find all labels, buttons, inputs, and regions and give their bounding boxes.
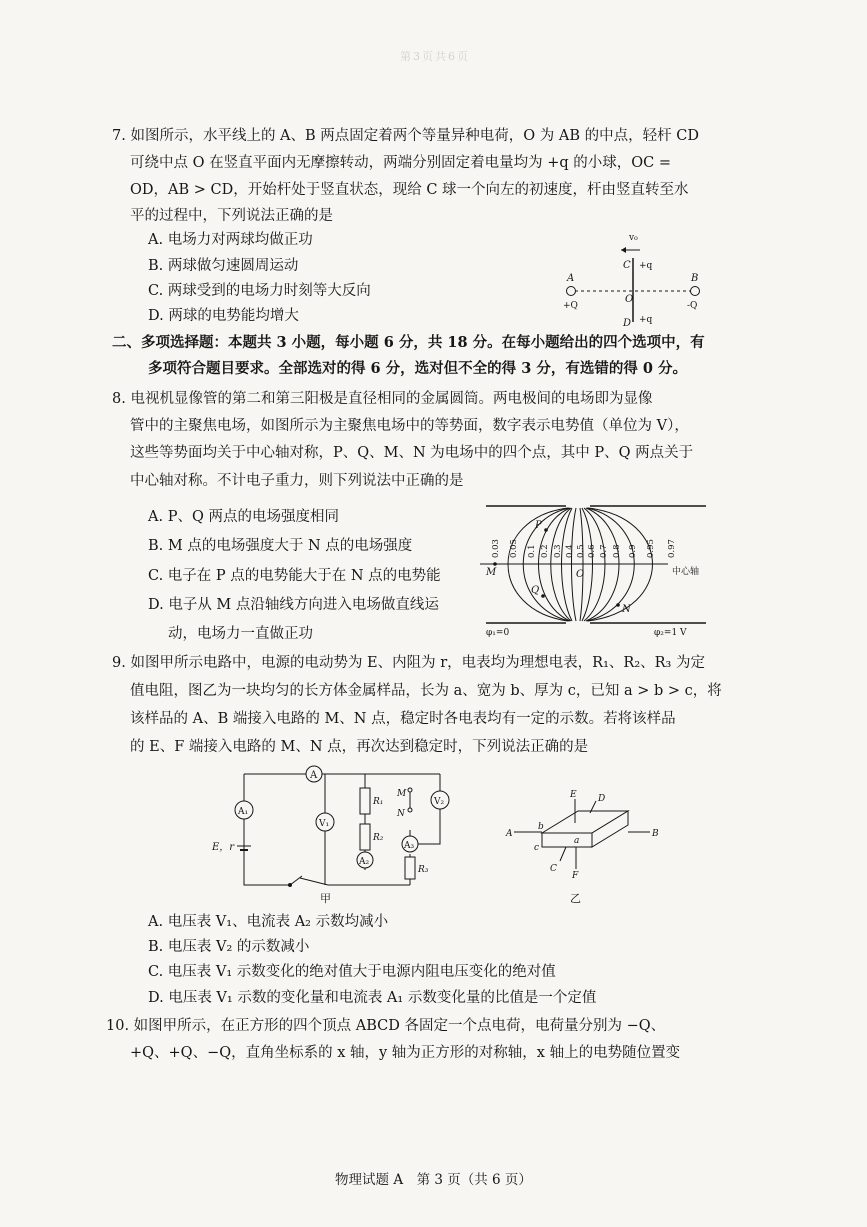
b-terminal-label: B bbox=[652, 829, 659, 839]
m-label: M bbox=[486, 567, 497, 578]
terminal-m-label: M bbox=[397, 789, 407, 799]
phi2-label: φ₂=1 V bbox=[654, 628, 687, 638]
ammeter-a1-label: A₁ bbox=[238, 807, 249, 817]
q7-option-b: B. 两球做匀速圆周运动 bbox=[148, 258, 299, 274]
q8-equipotential-figure bbox=[478, 500, 718, 640]
q9-line: 该样品的 A、B 端接入电路的 M、N 点，稳定时各电表均有一定的示数。若将该样品 bbox=[130, 711, 676, 727]
faded-header: 第3页共6页 bbox=[400, 50, 470, 63]
resistor-r1 bbox=[360, 788, 370, 814]
potential-value: 0.2 bbox=[540, 544, 550, 558]
velocity-arrowhead bbox=[621, 247, 626, 253]
n-label: N bbox=[622, 604, 631, 615]
q9-sample-figure bbox=[500, 785, 660, 910]
potential-value: 0.05 bbox=[509, 539, 519, 558]
potential-value: 0.6 bbox=[587, 544, 597, 558]
c-dim-label: c bbox=[534, 843, 540, 853]
v0-label: v₀ bbox=[629, 233, 638, 243]
ammeter-a2-label: A₂ bbox=[359, 857, 370, 867]
potential-value: 0.9 bbox=[628, 544, 638, 558]
a-dim-label: a bbox=[574, 836, 580, 846]
q-label: Q bbox=[531, 585, 540, 596]
q8-option-d-cont: 动，电场力一直做正功 bbox=[168, 626, 313, 642]
c-charge: +q bbox=[639, 261, 653, 271]
c-label: C bbox=[623, 260, 631, 271]
potential-value: 0.5 bbox=[576, 544, 586, 558]
q8-line: 管中的主聚焦电场，如图所示为主聚焦电场中的等势面，数字表示电势值（单位为 V）， bbox=[130, 418, 689, 434]
potential-value: 0.8 bbox=[612, 544, 622, 558]
q7-line: OD，AB > CD，开始杆处于竖直状态，现给 C 球一个向左的初速度，杆由竖直转至水 bbox=[130, 182, 689, 198]
f-label: F bbox=[572, 871, 579, 881]
figure-caption-jia: 甲 bbox=[320, 892, 331, 905]
charge-b bbox=[691, 287, 700, 296]
q10-line: 10. 如图甲所示，在正方形的四个顶点 ABCD 各固定一个点电荷，电荷量分别为 −Q、 bbox=[106, 1018, 666, 1034]
voltmeter-v2-label: V₂ bbox=[434, 797, 445, 807]
q9-line: 值电阻，图乙为一块均匀的长方体金属样品，长为 a、宽为 b、厚为 c，已知 a > b > c，将 bbox=[130, 683, 722, 699]
terminal-n bbox=[408, 808, 412, 812]
q7-figure bbox=[555, 228, 715, 330]
q9-line: 的 E、F 端接入电路的 M、N 点，再次达到稳定时，下列说法正确的是 bbox=[130, 739, 589, 755]
section-2-line: 多项符合题目要求。全部选对的得 6 分，选对但不全的得 3 分，有选错的得 0 分。 bbox=[148, 360, 688, 377]
q9-option-c: C. 电压表 V₁ 示数变化的绝对值大于电源内阻电压变化的绝对值 bbox=[148, 964, 556, 980]
r1-label: R₁ bbox=[373, 797, 384, 807]
r2-label: R₂ bbox=[373, 833, 384, 843]
e-label: E bbox=[570, 790, 577, 800]
figure-caption-yi: 乙 bbox=[570, 892, 581, 905]
terminal-n-label: N bbox=[397, 809, 405, 819]
axis-label: 中心轴 bbox=[672, 567, 700, 577]
point-n bbox=[616, 603, 620, 607]
d-label: D bbox=[598, 794, 606, 804]
o-label: O bbox=[576, 569, 585, 580]
terminal-m bbox=[408, 788, 412, 792]
q8-line: 中心轴对称。不计电子重力，则下列说法中正确的是 bbox=[130, 473, 464, 489]
potential-value: 0.1 bbox=[527, 544, 537, 558]
potential-value: 0.03 bbox=[491, 539, 501, 558]
q9-option-d: D. 电压表 V₁ 示数的变化量和电流表 A₁ 示数变化量的比值是一个定值 bbox=[148, 990, 597, 1006]
r3-label: R₃ bbox=[418, 865, 429, 875]
switch-lever[interactable] bbox=[290, 876, 302, 885]
q8-option-b: B. M 点的电场强度大于 N 点的电场强度 bbox=[148, 538, 413, 554]
q8-option-c: C. 电子在 P 点的电势能大于在 N 点的电势能 bbox=[148, 568, 441, 584]
voltmeter-v1-label: V₁ bbox=[319, 819, 330, 829]
section-2-line: 二、多项选择题：本题共 3 小题，每小题 6 分，共 18 分。在每小题给出的四个选项中，有 bbox=[112, 334, 705, 351]
potential-value: 0.3 bbox=[553, 544, 563, 558]
q7-option-d: D. 两球的电势能均增大 bbox=[148, 308, 299, 324]
q8-line: 8. 电视机显像管的第二和第三阳极是直径相同的金属圆筒。两电极间的电场即为显像 bbox=[112, 391, 653, 407]
ammeter-a-label: A bbox=[310, 770, 318, 781]
q7-line: 可绕中点 O 在竖直平面内无摩擦转动，两端分别固定着电量均为 +q 的小球，OC = bbox=[130, 155, 671, 171]
ammeter-a3-label: A₃ bbox=[404, 841, 415, 851]
a-charge: +Q bbox=[563, 301, 578, 311]
b-dim-label: b bbox=[538, 822, 544, 832]
resistor-r2 bbox=[360, 824, 370, 850]
b-label: B bbox=[691, 273, 699, 284]
lead-c bbox=[560, 847, 566, 861]
potential-value: 0.7 bbox=[599, 544, 609, 558]
point-m bbox=[493, 562, 497, 566]
o-label: O bbox=[625, 294, 634, 305]
q7-option-a: A. 电场力对两球均做正功 bbox=[148, 232, 313, 248]
d-charge: +q bbox=[639, 315, 653, 325]
potential-value: 0.4 bbox=[565, 544, 575, 558]
page-footer: 物理试题 A 第 3 页（共 6 页） bbox=[335, 1172, 532, 1188]
potential-value: 0.95 bbox=[646, 539, 656, 558]
q9-line: 9. 如图甲所示电路中，电源的电动势为 E、内阻为 r，电表均为理想电表，R₁、R₂、R₃ 为定 bbox=[112, 655, 705, 671]
point-q bbox=[541, 594, 545, 598]
charge-a bbox=[567, 287, 576, 296]
point-p bbox=[544, 528, 548, 532]
metal-block bbox=[542, 811, 628, 847]
q8-option-d: D. 电子从 M 点沿轴线方向进入电场做直线运 bbox=[148, 597, 439, 613]
q9-option-b: B. 电压表 V₂ 的示数减小 bbox=[148, 939, 310, 955]
c-terminal-label: C bbox=[550, 864, 557, 874]
potential-value: 0.97 bbox=[667, 539, 677, 558]
q9-circuit-figure bbox=[210, 760, 460, 910]
q7-option-c: C. 两球受到的电场力时刻等大反向 bbox=[148, 283, 371, 299]
a-terminal-label: A bbox=[506, 829, 513, 839]
resistor-r3 bbox=[405, 857, 415, 879]
b-charge: -Q bbox=[687, 301, 698, 311]
q10-line: +Q、+Q、−Q，直角坐标系的 x 轴，y 轴为正方形的对称轴，x 轴上的电势随位置变 bbox=[130, 1045, 681, 1061]
q8-line: 这些等势面均关于中心轴对称，P、Q、M、N 为电场中的四个点，其中 P、Q 两点关于 bbox=[130, 445, 694, 461]
p-label: P bbox=[535, 520, 542, 531]
q8-option-a: A. P、Q 两点的电场强度相同 bbox=[148, 509, 339, 525]
phi1-label: φ₁=0 bbox=[486, 628, 510, 638]
d-label: D bbox=[623, 318, 632, 329]
battery-label: E，r bbox=[212, 842, 235, 853]
q7-line: 平的过程中，下列说法正确的是 bbox=[130, 208, 333, 224]
a-label: A bbox=[567, 273, 575, 284]
q9-option-a: A. 电压表 V₁、电流表 A₂ 示数均减小 bbox=[148, 914, 389, 930]
q7-line: 7. 如图所示，水平线上的 A、B 两点固定着两个等量异种电荷，O 为 AB 的中点，轻杆 CD bbox=[112, 128, 699, 144]
